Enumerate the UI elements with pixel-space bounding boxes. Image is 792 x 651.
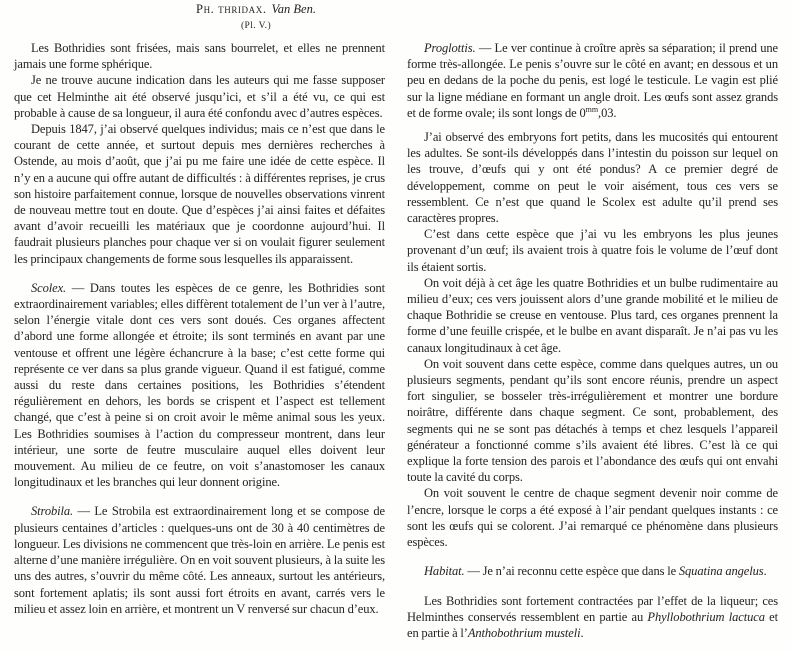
paragraph xyxy=(14,121,385,267)
right-column xyxy=(407,40,778,641)
body-text: On voit souvent le centre de chaque segment devenir noir comme de l’encre, lorsque le corps a été exposé à l’air pendant quelques instants : ce sont les œufs qui se colorent. J’ai remarqué ce phénomène dans plusieurs espèces. xyxy=(407,486,778,550)
superscript-unit: mm xyxy=(585,104,599,114)
italic-text: Scolex. xyxy=(31,280,67,295)
body-text: . xyxy=(580,625,584,640)
body-text: Je ne trouve aucune indication dans les auteurs qui me fasse supposer que cet Helminthe ait été observé jusqu’ici, et s’il a été vu, ce qui est probable à cause de sa longueur, il aura été confondu avec d’autres espèces. xyxy=(14,73,385,120)
italic-text: Proglottis. xyxy=(424,41,476,55)
page-header xyxy=(0,3,512,31)
species-title: Ph. thridax. xyxy=(196,2,267,16)
body-text: — Je n’ai reconnu cette espèce que dans le xyxy=(464,564,679,579)
body-text: . xyxy=(763,564,767,579)
author-name: Van Ben. xyxy=(271,2,316,16)
paragraph xyxy=(407,40,778,121)
body-text: — Le Strobila est extraordinairement long et se compose de plusieurs centaines d’articles : quelques-uns ont de 30 à 40 centimètres de longueur. Les divisions ne commencent que très-loin en arrière. Le penis est alterne d’une manière irrégulière. On en voit souvent plusieurs, à la suite les uns des autres, s’ouvrir du même côté. Les anneaux, surtout les antérieurs, sont fortement aplatis; ils sont aussi fort étroits en avant, carrés vers le milieu et assez loin en arrière, et montrent un V renversé sur chacun d’eux. xyxy=(14,504,385,616)
paragraph xyxy=(407,485,778,550)
left-column xyxy=(14,40,385,641)
running-title xyxy=(0,3,512,17)
text-columns xyxy=(14,40,778,641)
body-text: On voit souvent dans cette espèce, comme dans quelques autres, un ou plusieurs segments, pendant qu’ils sont encore réunis, prendre un aspect fort singulier, se bosseler très-irrégulièrement et montrer une bordure noirâtre, différente dans chaque segment. Ce sont, probablement, des segments qui ne se sont pas détachés à temps et chez lesquels l’appareil générateur a fonctionné comme s’ils avaient été libres. C’est là ce qui explique la forte tension des parois et l’abondance des œufs qui ont envahi toute la cavité du corps. xyxy=(407,356,778,485)
paragraph xyxy=(407,129,778,226)
body-text: Les Bothridies sont fortement contractées par l’effet de la liqueur; ces Helminthes conservés ressemblent en partie au xyxy=(407,593,778,624)
plate-reference: (Pl. V.) xyxy=(240,20,272,31)
italic-text: Phyllobothrium lactuca xyxy=(647,609,765,624)
paragraph xyxy=(407,563,778,579)
body-text: et en partie à l’ xyxy=(407,609,778,640)
paragraph xyxy=(14,503,385,616)
body-text: C’est dans cette espèce que j’ai vu les embryons les plus jeunes provenant d’un œuf; ils avaient trois à quatre fois le volume de l’œuf dont ils étaient sortis. xyxy=(407,227,778,274)
body-text: — Dans toutes les espèces de ce genre, les Bothridies sont extraordinairement variables; elles diffèrent totalement de l’un ver à l’autre, selon l’énergie vitale dont ces vers sont doués. Ces organes affectent d’abord une forme allongée et étroite; ils sont terminés en avant par une ventouse et offrent une légère échancrure à la base; c’est cette forme qui représente ce ver dans sa plus grande vigueur. Quand il est fatigué, comme aussi du reste dans certaines positions, les Bothridies s’étendent régulièrement en dehors, les bords se crispent et l’aspect est tellement changé, que c’est à peine si on croit avoir le même animal sous les yeux. Les Bothridies soumises à l’action du compresseur montrent, dans leur intérieur, une sorte de feutre musculaire auquel elles doivent leur mouvement. Au milieu de ce feutre, on voit s’anastomoser les canaux longitudinaux et les branches qui leur donnent origine. xyxy=(14,280,385,490)
paragraph xyxy=(407,593,778,642)
paragraph xyxy=(407,275,778,356)
italic-text: Squatina angelus xyxy=(678,564,764,579)
italic-text: Strobila. xyxy=(31,504,74,519)
paragraph xyxy=(14,40,385,72)
body-text: Depuis 1847, j’ai observé quelques individus; mais ce n’est que dans le courant de cette année, et surtout depuis mes dernières recherches à Ostende, au mois d’août, que j’ai pu me faire une idée de cette espèce. Il n’y en a aucune qui offre autant de difficultés : à différentes reprises, je crus son histoire parfaitement connue, lorsque de nouvelles observations vinrent de nouveau mettre tout en doute. Que d’espèces j’ai ainsi faites et défaites avant d’avoir recueilli les matériaux que je coordonne aujourd’hui. Il faudrait plusieurs planches pour chaque ver si on voulait figurer seulement les principaux changements de forme sous lesquelles ils apparaissent. xyxy=(14,122,385,266)
italic-text: Anthobothrium musteli xyxy=(467,625,581,640)
body-text: On voit déjà à cet âge les quatre Bothridies et un bulbe rudimentaire au milieu d’eux; ces vers jouissent alors d’une grande mobilité et le milieu de chaque Bothridie se creuse en ventouse. Plus tard, ces organes prennent la forme d’une feuille crispée, et le bulbe en avant disparaît. Je n’ai pas vu les canaux longitudinaux à cet âge. xyxy=(407,275,778,355)
paragraph xyxy=(407,226,778,275)
paragraph xyxy=(14,72,385,121)
paragraph xyxy=(14,280,385,491)
body-text: J’ai observé des embryons fort petits, dans les mucosités qui entourent les adultes. Se sont-ils développés dans l’intestin du poisson sur lequel on les trouve, d’œufs qui y ont été pondus? A ce premier degré de développement, comme on peut le voir aisément, tous ces vers se ressemblent. Ce n’est que quand le Scolex est adulte qu’il prend ses caractères propres. xyxy=(407,130,778,226)
body-text: ,03. xyxy=(598,105,617,120)
italic-text: Habitat. xyxy=(424,564,465,579)
body-text: Les Bothridies sont frisées, mais sans bourrelet, et elles ne prennent jamais une forme sphérique. xyxy=(14,41,385,72)
body-text: — Le ver continue à croître après sa séparation; il prend une forme très-allongée. Le penis s’ouvre sur le côté en avant; en dessous et un peu en dedans de la poche du penis, est logé le testicule. Le vagin est plié sur la ligne médiane en formant un angle droit. Les œufs sont assez grands et de forme ovale; ils sont longs de 0 xyxy=(407,41,778,120)
paragraph xyxy=(407,356,778,486)
